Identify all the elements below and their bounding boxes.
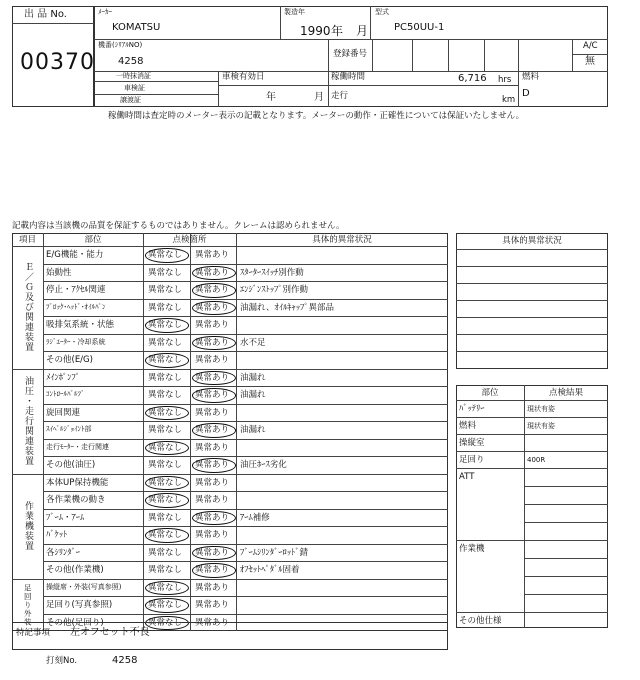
hours-unit: hrs	[498, 75, 512, 85]
normal-option: 異常なし	[148, 337, 183, 348]
results-part: 作業機	[459, 544, 485, 554]
normal-option: 異常なし	[148, 512, 183, 523]
stamp-label: 打刻No.	[46, 656, 78, 666]
selected-ring	[192, 511, 236, 526]
part-label: 各作業機の動き	[46, 495, 106, 505]
abnormal-option: 異常あり	[195, 477, 230, 488]
selected-ring	[192, 336, 236, 351]
part-label: 始動性	[46, 267, 72, 278]
abnormal-option: 異常あり	[195, 565, 230, 575]
part-label: ﾊﾞｹｯﾄ	[46, 530, 68, 540]
month-unit: 月	[356, 24, 369, 38]
part-label: 本体UP保持機能	[46, 477, 109, 488]
normal-option: 異常なし	[148, 460, 183, 470]
normal-option: 異常なし	[148, 372, 183, 383]
normal-option: 異常なし	[148, 285, 183, 295]
abnormal-detail: ｱｰﾑ補修	[240, 512, 270, 523]
travel-label: 走行	[331, 91, 349, 101]
selected-ring	[145, 476, 189, 491]
model-value: PC50UU-1	[394, 22, 445, 33]
table-header-cell: 部位	[84, 235, 102, 245]
selected-ring	[145, 441, 189, 456]
group-label: Ｅ／Ｇ及び関連装置	[23, 262, 33, 353]
km-unit: km	[502, 95, 516, 105]
part-label: その他(作業機)	[46, 565, 104, 575]
abnormal-detail: 油圧ﾎｰｽ劣化	[240, 460, 287, 470]
selected-ring	[192, 283, 236, 298]
results-header-part: 部位	[481, 388, 499, 398]
part-label: ﾗｼﾞｴｰﾀｰ・冷却系統	[46, 337, 106, 346]
part-label: 各ｼﾘﾝﾀﾞｰ	[46, 547, 81, 558]
ac-value: 無	[585, 56, 595, 67]
abnormal-option: 異常あり	[195, 547, 230, 558]
selected-ring	[145, 493, 189, 508]
remarks-label: 特記事項	[16, 628, 51, 638]
part-label: その他(油圧)	[46, 460, 96, 470]
selected-ring	[192, 266, 236, 281]
maker-value: KOMATSU	[112, 22, 161, 33]
part-label: 走行ﾓｰﾀｰ・走行関連	[46, 442, 109, 451]
part-label: 足回り(写真参照)	[46, 600, 113, 610]
exhibit-label: 出 品 No.	[24, 9, 67, 20]
abnormal-option: 異常あり	[195, 582, 230, 593]
normal-option: 異常なし	[148, 425, 183, 435]
group-label: 作業機装置	[23, 501, 33, 551]
part-label: その他(E/G)	[46, 355, 93, 365]
selected-ring	[192, 563, 236, 578]
normal-option: 異常なし	[148, 320, 183, 330]
abnormal-option: 異常あり	[195, 600, 230, 610]
abnormal-option: 異常あり	[195, 530, 230, 540]
results-part: 燃料	[459, 421, 477, 431]
selected-ring	[145, 406, 189, 421]
normal-option: 異常なし	[148, 302, 183, 313]
abnormal-option: 異常あり	[195, 372, 230, 383]
part-label: 旋回関連	[46, 407, 81, 418]
serial-value: 4258	[118, 56, 144, 67]
normal-option: 異常なし	[148, 355, 183, 365]
group-label-cell	[12, 246, 43, 369]
selected-ring	[145, 528, 189, 543]
normal-option: 異常なし	[148, 390, 183, 400]
abnormal-option: 異常あり	[195, 495, 230, 505]
abnormal-option: 異常あり	[195, 355, 230, 365]
results-value: 400R	[527, 456, 546, 464]
vehicle-cert-label: 車検証	[124, 84, 145, 92]
normal-option: 異常なし	[148, 250, 183, 260]
table-header-cell: 項目	[18, 235, 36, 245]
results-part: その他仕様	[459, 616, 502, 626]
part-label: 停止・ｱｸｾﾙ関連	[46, 285, 106, 295]
results-value: 現状有姿	[527, 422, 555, 430]
selected-ring	[192, 423, 236, 438]
abnormal-option: 異常あり	[195, 302, 230, 313]
abnormal-option: 異常あり	[195, 267, 230, 278]
part-label: ﾌﾞｰﾑ・ｱｰﾑ	[46, 512, 85, 523]
part-label: 吸排気系統・状態	[46, 320, 115, 330]
stamp-value: 4258	[112, 655, 138, 666]
abnormal-detail: ﾌﾞｰﾑｼﾘﾝﾀﾞｰﾛｯﾄﾞ錆	[240, 547, 309, 558]
inspection-label: 車検有効日	[222, 72, 265, 82]
selected-ring	[145, 581, 189, 596]
selected-ring	[192, 301, 236, 316]
normal-option: 異常なし	[148, 495, 183, 505]
table-header-cell: 具体的異常状況	[312, 235, 372, 245]
selected-ring	[192, 458, 236, 473]
normal-option: 異常なし	[148, 547, 183, 558]
abnormal-option: 異常あり	[195, 512, 230, 523]
group-label-cell	[12, 369, 43, 474]
abnormal-option: 異常あり	[195, 250, 230, 260]
maker-label: ﾒｰｶｰ	[98, 8, 112, 16]
hours-note: 稼働時間は査定時のメーター表示の記載となります。メーターの動作・正確性については保証いたしません。	[108, 111, 525, 121]
normal-option: 異常なし	[148, 617, 183, 628]
abnormal-detail: ｵﾌｾｯﾄﾍﾟﾀﾞﾙ固着	[240, 565, 300, 575]
selected-ring	[192, 546, 236, 561]
selected-ring	[145, 248, 189, 263]
abnormal-option: 異常あり	[195, 390, 230, 400]
abnormal-detail: 油漏れ、ｵｲﾙｷｬｯﾌﾟ異部品	[240, 302, 335, 313]
selected-ring	[145, 318, 189, 333]
abnormal-detail: 油漏れ	[240, 425, 266, 435]
results-part: ﾊﾞｯﾃﾘｰ	[459, 404, 485, 414]
temp-cert-label: 一時抹消証	[116, 72, 151, 80]
hours-label: 稼働時間	[331, 72, 366, 82]
fuel-value: D	[522, 88, 530, 99]
results-part: 操縦室	[459, 438, 485, 448]
abnormal-option: 異常あり	[195, 617, 230, 628]
abnormal-option: 異常あり	[195, 442, 230, 453]
results-header-result: 点検結果	[548, 388, 583, 398]
results-part: ATT	[459, 472, 475, 482]
part-label: その他(足回り)	[46, 617, 104, 628]
hours-value: 6,716	[458, 73, 487, 84]
part-label: 操縦席・外装(写真参照)	[46, 582, 122, 591]
part-label: ｺﾝﾄﾛｰﾙﾊﾞﾙﾌﾞ	[46, 390, 85, 398]
normal-option: 異常なし	[148, 600, 183, 610]
abnormal-detail: 油漏れ	[240, 372, 266, 383]
inspection-year-unit: 年	[266, 92, 276, 103]
group-label: 油圧・走行関連装置	[23, 376, 33, 466]
part-label: ﾌﾞﾛｯｸ･ﾍｯﾄﾞ･ｵｲﾙﾊﾟﾝ	[46, 302, 106, 311]
abnormal-option: 異常あり	[195, 337, 230, 348]
part-label: ﾒｲﾝﾎﾟﾝﾌﾟ	[46, 372, 81, 383]
abnormal-detail: ｽﾀｰﾀｰｽｲｯﾁ別作動	[240, 267, 304, 278]
results-value: 現状有姿	[527, 405, 555, 413]
normal-option: 異常なし	[148, 565, 183, 575]
abnormal-detail: 油漏れ	[240, 390, 266, 400]
part-label: ｽｲﾍﾞﾙｼﾞｮｲﾝﾄ部	[46, 425, 92, 433]
year-label: 製造年	[284, 8, 305, 16]
ac-label: A/C	[583, 41, 598, 51]
table-header-cell: 点検箇所	[172, 235, 207, 245]
exhibit-number: 00370	[20, 50, 95, 75]
detail-box-header: 具体的異常状況	[502, 236, 562, 246]
normal-option: 異常なし	[148, 442, 183, 453]
year-unit: 年	[331, 24, 344, 38]
inspection-month-unit: 月	[314, 92, 324, 103]
group-label-cell	[12, 474, 43, 579]
results-part: 足回り	[459, 455, 485, 465]
normal-option: 異常なし	[148, 477, 183, 488]
registration-label: 登録番号	[333, 49, 368, 59]
abnormal-option: 異常あり	[195, 425, 230, 435]
normal-option: 異常なし	[148, 582, 183, 593]
normal-option: 異常なし	[148, 267, 183, 278]
normal-option: 異常なし	[148, 407, 183, 418]
disclaimer: 記載内容は当該機の品質を保証するものではありません。クレームは認められません。	[12, 221, 345, 231]
part-label: E/G機能・能力	[46, 250, 104, 260]
abnormal-option: 異常あり	[195, 285, 230, 295]
year-value: 1990	[300, 24, 331, 38]
selected-ring	[192, 371, 236, 386]
selected-ring	[145, 598, 189, 613]
fuel-label: 燃料	[522, 72, 540, 82]
normal-option: 異常なし	[148, 530, 183, 540]
serial-label: 機番(ｼﾘｱﾙNO)	[98, 41, 143, 49]
remarks-value: 左オフセット不良	[70, 627, 150, 638]
model-label: 型式	[375, 8, 389, 16]
group-label: 足回り外装	[23, 583, 33, 626]
abnormal-option: 異常あり	[195, 460, 230, 470]
abnormal-option: 異常あり	[195, 320, 230, 330]
selected-ring	[145, 353, 189, 368]
transfer-cert-label: 譲渡証	[120, 96, 141, 104]
abnormal-detail: ｴﾝｼﾞﾝｽﾄｯﾌﾟ別作動	[240, 285, 309, 295]
abnormal-detail: 水不足	[240, 337, 266, 348]
abnormal-option: 異常あり	[195, 407, 230, 418]
selected-ring	[192, 388, 236, 403]
